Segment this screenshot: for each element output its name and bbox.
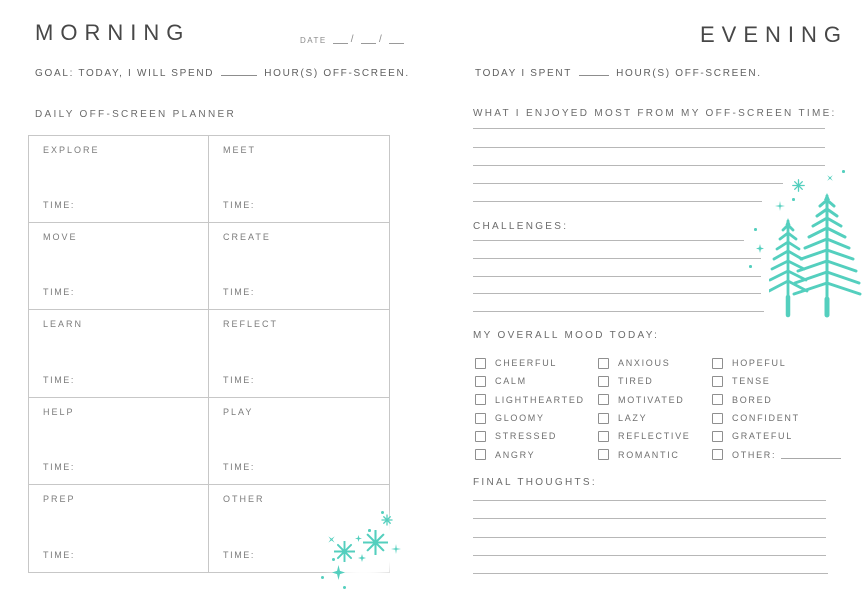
mood-label: CHEERFUL: [495, 358, 558, 369]
time-label: TIME:: [43, 374, 75, 385]
cell-label: EXPLORE: [43, 145, 100, 155]
planner-cell-play[interactable]: [209, 398, 389, 485]
mood-label: MOTIVATED: [618, 394, 685, 405]
mood-item-tired: [598, 372, 712, 390]
cell-label: PREP: [43, 493, 76, 504]
writing-line[interactable]: [473, 500, 826, 501]
date-field: [300, 34, 405, 45]
mood-label: BORED: [732, 394, 773, 405]
mood-label: GRATEFUL: [732, 431, 793, 442]
checkbox-reflective[interactable]: [598, 431, 609, 442]
mood-item-gloomy: [475, 409, 598, 427]
spent-hours-blank[interactable]: [579, 66, 609, 76]
checkbox-lighthearted[interactable]: [475, 394, 486, 405]
mood-item-stressed: [475, 427, 598, 445]
cell-label: HELP: [43, 406, 75, 417]
mood-label: HOPEFUL: [732, 358, 787, 369]
mood-item-angry: [475, 445, 598, 463]
mood-item-reflective: [598, 427, 712, 445]
mood-label: TENSE: [732, 376, 771, 387]
mood-label: LAZY: [618, 413, 648, 424]
cell-label: PLAY: [223, 406, 254, 417]
checkbox-stressed[interactable]: [475, 431, 486, 442]
checkbox-bored[interactable]: [712, 394, 723, 405]
planner-cell-help[interactable]: [29, 398, 209, 485]
mood-item-cheerful: [475, 354, 598, 372]
time-label: TIME:: [223, 200, 255, 211]
checkbox-anxious[interactable]: [598, 358, 609, 369]
final-thoughts-heading: FINAL THOUGHTS:: [473, 477, 597, 488]
planner-cell-other[interactable]: [209, 485, 389, 572]
mood-item-romantic: [598, 445, 712, 463]
mood-item-motivated: [598, 391, 712, 409]
writing-line[interactable]: [473, 555, 826, 556]
date-separator: /: [350, 34, 356, 45]
planner-cell-learn[interactable]: [29, 310, 209, 397]
checkbox-grateful[interactable]: [712, 431, 723, 442]
cell-label: CREATE: [223, 232, 271, 243]
date-month-blank[interactable]: [333, 35, 348, 44]
planner-cell-create[interactable]: [209, 223, 389, 310]
writing-line[interactable]: [473, 573, 828, 574]
writing-line[interactable]: [473, 183, 783, 184]
pine-trees-icon: [769, 187, 863, 319]
time-label: TIME:: [223, 374, 255, 385]
time-label: TIME:: [223, 549, 255, 560]
cell-label: MEET: [223, 145, 257, 155]
daily-planner-table: [28, 135, 390, 573]
checkbox-hopeful[interactable]: [712, 358, 723, 369]
cell-label: REFLECT: [223, 319, 279, 330]
planner-cell-meet[interactable]: [209, 136, 389, 223]
mood-item-tense: [712, 372, 864, 390]
goal-prefix: GOAL: TODAY, I WILL SPEND: [35, 68, 215, 79]
checkbox-lazy[interactable]: [598, 413, 609, 424]
checkbox-angry[interactable]: [475, 449, 486, 460]
checkbox-tired[interactable]: [598, 376, 609, 387]
checkbox-cheerful[interactable]: [475, 358, 486, 369]
writing-line[interactable]: [473, 258, 761, 259]
mood-heading: MY OVERALL MOOD TODAY:: [473, 330, 660, 341]
writing-line[interactable]: [473, 276, 761, 277]
planner-cell-reflect[interactable]: [209, 310, 389, 397]
mood-column-2: [598, 354, 712, 464]
writing-line[interactable]: [473, 311, 764, 312]
mood-item-confident: [712, 409, 864, 427]
cell-label: MOVE: [43, 232, 78, 243]
spent-suffix: HOUR(S) OFF-SCREEN.: [616, 68, 762, 79]
cell-label: OTHER: [223, 493, 265, 504]
writing-line[interactable]: [473, 128, 825, 129]
mood-label: ANXIOUS: [618, 358, 671, 369]
time-label: TIME:: [43, 200, 75, 211]
checkbox-romantic[interactable]: [598, 449, 609, 460]
mood-label: GLOOMY: [495, 413, 545, 424]
time-label: TIME:: [223, 287, 255, 298]
challenges-heading: CHALLENGES:: [473, 221, 569, 232]
mood-item-anxious: [598, 354, 712, 372]
writing-line[interactable]: [473, 293, 761, 294]
evening-page: [432, 0, 864, 612]
date-separator: /: [379, 34, 384, 45]
other-mood-blank[interactable]: [781, 450, 841, 459]
planner-heading: DAILY OFF-SCREEN PLANNER: [35, 109, 236, 120]
time-label: TIME:: [223, 461, 255, 472]
checkbox-calm[interactable]: [475, 376, 486, 387]
mood-item-lazy: [598, 409, 712, 427]
mood-item-hopeful: [712, 354, 864, 372]
date-year-blank[interactable]: [389, 35, 404, 44]
goal-statement: [35, 66, 410, 79]
date-label: DATE: [300, 36, 327, 45]
evening-title: EVENING: [699, 22, 848, 47]
checkbox-tense[interactable]: [712, 376, 723, 387]
spent-prefix: TODAY I SPENT: [475, 68, 573, 79]
mood-item-bored: [712, 391, 864, 409]
mood-item-lighthearted: [475, 391, 598, 409]
mood-column-3: [712, 354, 864, 464]
planner-cell-move[interactable]: [29, 223, 209, 310]
mood-label: CALM: [495, 376, 527, 387]
mood-label: ANGRY: [495, 449, 536, 460]
mood-item-calm: [475, 372, 598, 390]
mood-column-1: [475, 354, 598, 464]
writing-line[interactable]: [473, 518, 826, 519]
time-label: TIME:: [43, 549, 75, 560]
mood-item-other: [712, 445, 864, 463]
checkbox-motivated[interactable]: [598, 394, 609, 405]
mood-label: STRESSED: [495, 431, 558, 442]
checkbox-other[interactable]: [712, 449, 723, 460]
date-day-blank[interactable]: [361, 35, 376, 44]
mood-label: LIGHTHEARTED: [495, 394, 585, 405]
goal-suffix: HOUR(S) OFF-SCREEN.: [264, 68, 410, 79]
mood-item-grateful: [712, 427, 864, 445]
mood-label: CONFIDENT: [732, 413, 800, 424]
planner-cell-explore[interactable]: [29, 136, 209, 223]
checkbox-confident[interactable]: [712, 413, 723, 424]
morning-title: MORNING: [35, 20, 191, 45]
checkbox-gloomy[interactable]: [475, 413, 486, 424]
goal-hours-blank[interactable]: [221, 66, 257, 76]
mood-checklist: [475, 354, 864, 464]
enjoyed-heading: WHAT I ENJOYED MOST FROM MY OFF-SCREEN TIME:: [473, 108, 837, 119]
time-label: TIME:: [43, 461, 75, 472]
cell-label: LEARN: [43, 319, 84, 330]
mood-label: TIRED: [618, 376, 654, 387]
writing-line[interactable]: [473, 201, 762, 202]
writing-line[interactable]: [473, 537, 826, 538]
mood-label: ROMANTIC: [618, 449, 680, 460]
mood-label: REFLECTIVE: [618, 431, 691, 442]
writing-line[interactable]: [473, 147, 825, 148]
writing-line[interactable]: [473, 240, 744, 241]
time-label: TIME:: [43, 287, 75, 298]
planner-cell-prep[interactable]: [29, 485, 209, 572]
writing-line[interactable]: [473, 165, 825, 166]
spent-statement: [475, 66, 762, 79]
mood-label: OTHER:: [732, 449, 777, 460]
